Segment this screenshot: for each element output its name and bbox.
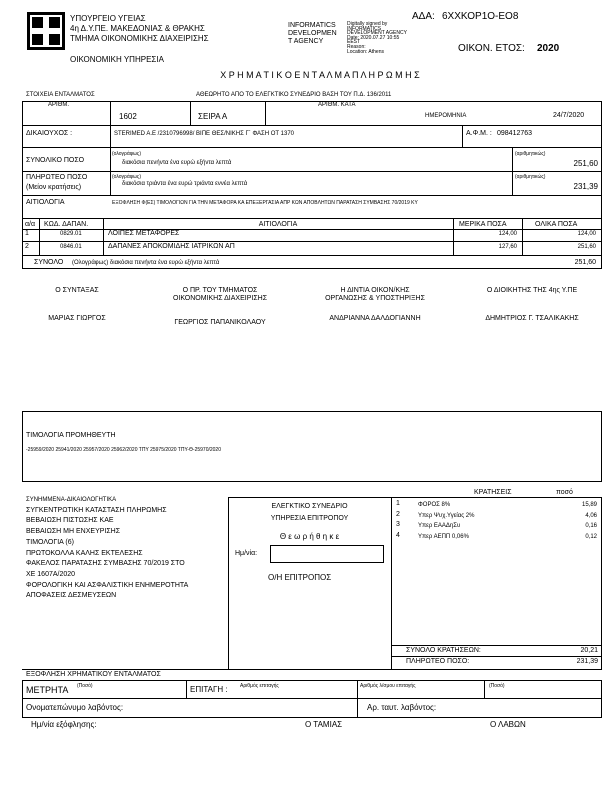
- table-sum-words: (Ολογράφως) διακόσια πενήντα ένα ευρώ εξήντα λεπτά: [72, 260, 220, 266]
- signer-name-compiler: ΜΑΡΙΑΣ ΓΙΩΡΓΟΣ: [48, 315, 106, 322]
- payable-amount-sub: (Μείον κρατήσεις): [26, 184, 82, 191]
- audit-court-line-2: ΥΠΗΡΕΣΙΑ ΕΠΙΤΡΟΠΟΥ: [270, 515, 349, 522]
- audit-exemption-note: ΑΘΕΩΡΗΤΟ ΑΠΟ ΤΟ ΕΛΕΓΚΤΙΚΟ ΣΥΝΕΔΡΙΟ ΒΑΣΗ ΤΟΥ Π.Δ. 136/2011: [196, 92, 392, 98]
- cash-amount-hint: (Ποσό): [77, 683, 93, 689]
- table-sum-label: ΣΥΝΟΛΟ: [34, 259, 64, 266]
- total-in-words-hint: (ολογράφως): [112, 151, 142, 157]
- audit-date-field[interactable]: [270, 545, 384, 563]
- payable-total-value: 231,39: [576, 658, 598, 665]
- deduction-list: 1 ΦΟΡΟΣ 8% 15,89 2 Υπερ Ψυχ.Υγείας 2% 4,06 3 Υπερ ΕΑΑΔηΣυ 0,16 4 Υπερ ΑΕΠΠ 0,06% 0,12: [396, 500, 597, 540]
- signature-details: Digitally signed by INFORMATICS DEVELOPMENT AGENCY Date: 2020.07.27 10:55 EEST Reason: Location: Athens: [347, 21, 407, 55]
- signer-org-line-3: T AGENCY: [288, 38, 324, 45]
- signer-name-head: ΓΕΩΡΓΙΟΣ ΠΑΠΑΝΙΚΟΛΑΟΥ: [174, 319, 266, 326]
- signer-role-director-line-1: Η ΔΙΝΤΙΑ ΟΙΚΟΝ/ΚΗΣ: [340, 287, 410, 294]
- beneficiary-value: STERIMED A.E /2310796998/ ΒΙΠΕ ΘΕΣ/ΝΙΚΗΣ Γ΄ ΦΑΣΗ ΟΤ 1370: [114, 131, 295, 137]
- recipient-id-label: Αρ. ταυτ. λαβόντος:: [367, 703, 437, 712]
- signer-role-head-line-1: Ο ΠΡ. ΤΟΥ ΤΜΗΜΑΤΟΣ: [182, 287, 258, 294]
- signer-org-line-1: INFORMATICS: [288, 22, 336, 29]
- ada-value: 6ΧΧΚΟΡ1Ο-ΕΟ8: [442, 11, 519, 22]
- table-header-reason: ΑΙΤΙΟΛΟΓΙΑ: [258, 221, 298, 228]
- deductions-amount-header: ποσό: [556, 489, 573, 496]
- table-row: 1 0829.01 ΛΟΙΠΕΣ ΜΕΤΑΦΟΡΕΣ 124,00 124,00: [25, 230, 596, 237]
- payable-in-words-hint: (ολογράφως): [112, 174, 142, 180]
- document-title: Χ Ρ Η Μ Α Τ Ι Κ Ο Ε Ν Τ Α Λ Μ Α Π Λ Η Ρ Ω Μ Η Σ: [220, 70, 420, 80]
- signer-role-director-line-2: ΟΡΓΑΝΩΣΗΣ & ΥΠΟΣΤΗΡΙΞΗΣ: [325, 295, 425, 302]
- tax-id-label: Α.Φ.Μ. :: [466, 130, 492, 137]
- table-header-no: α/α: [25, 221, 36, 228]
- audit-court-line-1: ΕΛΕΓΚΤΙΚΟ ΣΥΝΕΔΡΙΟ: [271, 503, 348, 510]
- ministry-line-3: ΤΜΗΜΑ ΟΙΚΟΝΟΜΙΚΗΣ ΔΙΑΧΕΙΡΙΣΗΣ: [70, 34, 209, 43]
- audit-date-label: Ημ/νία:: [235, 550, 258, 557]
- table-header-partial: ΜΕΡΙΚΑ ΠΟΣΑ: [459, 221, 507, 228]
- number-value: 1602: [119, 112, 137, 121]
- payable-amount-label: ΠΛΗΡΩΤΕΟ ΠΟΣΟ: [26, 174, 88, 181]
- ministry-line-2: 4η Δ.Υ.ΠΕ. ΜΑΚΕΔΟΝΙΑΣ & ΘΡΑΚΗΣ: [70, 24, 205, 33]
- cashier-label: Ο ΤΑΜΙΑΣ: [305, 720, 343, 729]
- payable-total-label: ΠΛΗΡΩΤΕΟ ΠΟΣΟ:: [406, 658, 470, 665]
- payable-in-digits-hint: (αριθμητικώς): [515, 174, 546, 180]
- audit-approved-label: Θ ε ω ρ ή θ η κ ε: [279, 532, 340, 541]
- deductions-header: ΚΡΑΤΗΣΕΙΣ: [474, 489, 512, 496]
- ministry-line-1: ΥΠΟΥΡΓΕΙΟ ΥΓΕΙΑΣ: [70, 14, 146, 23]
- beneficiary-label: ΔΙΚΑΙΟΥΧΟΣ :: [26, 130, 73, 137]
- settlement-date-label: Ημ/νία εξόφλησης:: [31, 720, 97, 729]
- total-amount-label: ΣΥΝΟΛΙΚΟ ΠΟΣΟ: [26, 157, 85, 164]
- year-value: 2020: [537, 43, 560, 54]
- settlement-title: ΕΞΟΦΛΗΣΗ ΧΡΗΜΑΤΙΚΟΥ ΕΝΤΑΛΜΑΤΟΣ: [26, 671, 161, 678]
- service-name: ΟΙΚΟΝΟΜΙΚΗ ΥΠΗΡΕΣΙΑ: [70, 55, 164, 64]
- payable-in-words: διακόσια τριάντα ένα ευρώ τριάντα εννέα λεπτά: [122, 181, 248, 187]
- table-sum-amount: 251,60: [574, 259, 596, 266]
- total-in-digits-hint: (αριθμητικώς): [515, 151, 546, 157]
- recipient-name-label: Ονοματεπώνυμο λαβόντος:: [26, 703, 124, 712]
- ministry-logo: [27, 12, 65, 50]
- cash-label: ΜΕΤΡΗΤΑ: [26, 685, 69, 695]
- signer-role-compiler: Ο ΣΥΝΤΑΞΑΣ: [55, 287, 99, 294]
- table-row: 2 0846.01 ΔΑΠΑΝΕΣ ΑΠΟΚΟΜΙΔΗΣ ΙΑΤΡΙΚΩΝ ΑΠ 127,60 251,60: [25, 243, 596, 250]
- reason-label: ΑΙΤΙΟΛΟΓΙΑ: [26, 199, 65, 206]
- table-header-total: ΟΛΙΚΑ ΠΟΣΑ: [535, 221, 578, 228]
- reason-value: ΕΞΟΦΛΗΣΗ Φ(ΕΣ) ΤΙΜΟΛΟΓΙΩΝ ΓΙΑ ΤΗΝ ΜΕΤΑΦΟΡΑ ΚΑ ΕΠΕΞΕΡΓΑΣΙΑ ΑΠΡ ΚΩΝ ΑΠΟΒΛΗΤΩΝ ΠΑΡΑΤΑΣΗ ΣΥΜΒΑΣΗΣ 70/2019 ΚΥ: [112, 200, 418, 206]
- check-account-hint: Αριθμός λ/σμου επιταγής: [360, 683, 416, 689]
- attachments-list: ΣΥΝΗΜΜΕΝΑ-ΔΙΚΑΙΟΛΟΓΗΤΙΚΑ ΣΥΓΚΕΝΤΡΩΤΙΚΗ ΚΑΤΑΣΤΑΣΗ ΠΛΗΡΩΜΗΣ ΒΕΒΑΙΩΣΗ ΠΙΣΤΩΣΗΣ ΚΑΕ ΒΕΒΑΙΩΣΗ ΜΗ ΕΝΧΕΥΡΙΣΗΣ ΤΙΜΟΛΟΓΙΑ (6) ΠΡΩΤΟΚΟΛΛΑ ΚΑΛΗΣ ΕΚΤΕΛΕΣΗΣ ΦΑΚΕΛΟΣ ΠΑΡΑΤΑΣΗΣ ΣΥΜΒΑΣΗΣ 70/2019 ΣΤΟ ΧΕ 1607Α/2020 ΦΟΡΟΛΟΓΙΚΗ ΚΑΙ ΑΣΦΑΛΙΣΤΙΚΗ ΕΝΗΜΕΡΟΤΗΤΑ ΑΠΟΦΑΣΕΙΣ ΔΕΣΜΕΥΣΕΩΝ: [26, 497, 189, 600]
- signer-role-governor: Ο ΔΙΟΙΚΗΤΗΣ ΤΗΣ 4ης Υ.ΠΕ: [486, 287, 578, 294]
- date-value: 24/7/2020: [553, 112, 585, 119]
- total-in-words: διακόσια πενήντα ένα ευρώ εξήντα λεπτά: [122, 160, 232, 166]
- signer-role-head-line-2: ΟΙΚΟΝΟΜΙΚΗΣ ΔΙΑΧΕΙΡΙΣΗΣ: [172, 295, 268, 302]
- table-header-code: ΚΩΔ. ΔΑΠΑΝ.: [44, 221, 89, 228]
- year-label: ΟΙΚΟΝ. ΕΤΟΣ:: [458, 43, 525, 54]
- recipient-label: Ο ΛΑΒΩΝ: [490, 720, 526, 729]
- ada-label: ΑΔΑ:: [412, 11, 435, 22]
- payable-amount-value: 231,39: [573, 182, 598, 191]
- warrant-details-label: ΣΤΟΙΧΕΙΑ ΕΝΤΑΛΜΑΤΟΣ: [26, 92, 95, 98]
- deductions-total-label: ΣΥΝΟΛΟ ΚΡΑΤΗΣΕΩΝ:: [406, 647, 481, 654]
- signer-name-director: ΑΝΔΡΙΑΝΝΑ ΔΑΛΔΟΓΙΑΝΝΗ: [329, 315, 421, 322]
- date-label: ΗΜΕΡΟΜΗΝΙΑ: [425, 113, 467, 119]
- audit-commissioner-label: Ο/Η ΕΠΙΤΡΟΠΟΣ: [268, 573, 332, 582]
- invoices-title: ΤΙΜΟΛΟΓΙΑ ΠΡΟΜΗΘΕΥΤΗ: [26, 432, 116, 439]
- series-label: ΣΕΙΡΑ Α: [198, 112, 228, 121]
- tax-id-value: 098412763: [497, 130, 533, 137]
- total-amount-value: 251,60: [573, 159, 598, 168]
- signer-org-line-2: DEVELOPMEN: [288, 30, 337, 37]
- number-by-label: ΑΡΙΘΜ. ΚΑΤΑ: [318, 102, 356, 108]
- number-label: ΑΡΙΘΜ.: [48, 102, 70, 108]
- deductions-total-value: 20,21: [580, 647, 598, 654]
- signer-name-governor: ΔΗΜΗΤΡΙΟΣ Γ. ΤΣΑΛΙΚΑΚΗΣ: [485, 315, 579, 322]
- check-amount-hint: (Ποσό): [489, 683, 505, 689]
- invoices-list: -25959/2020 25941/2020 25957/2020 25962/2020 ΤΠΥ 25975/2020 ΤΠΥ-Θ-25970/2020: [26, 447, 221, 453]
- check-label: ΕΠΙΤΑΓΗ :: [190, 685, 228, 694]
- check-number-hint: Αριθμός επιταγής: [240, 683, 279, 689]
